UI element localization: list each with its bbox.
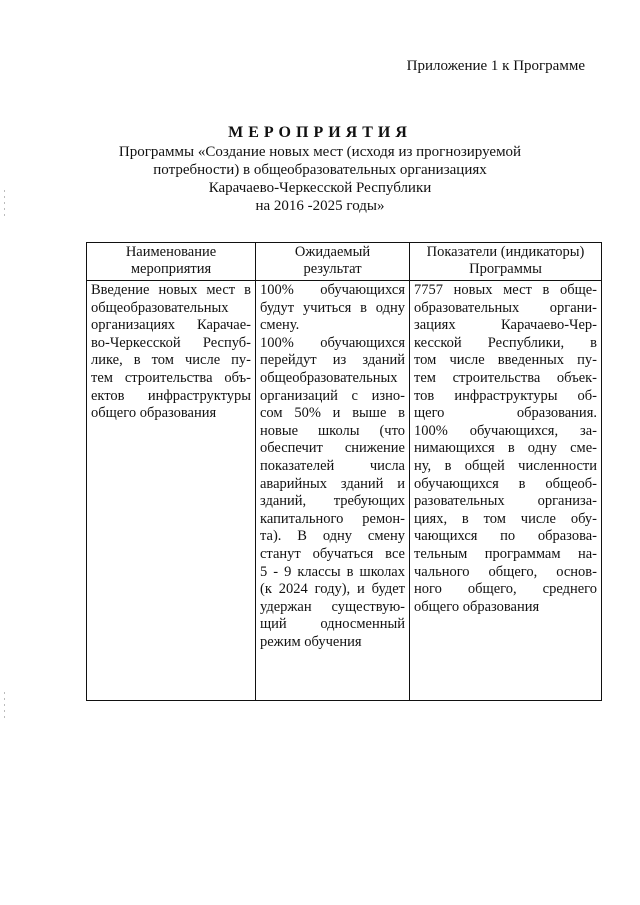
cell-line: 100% обучающихся, за-	[414, 422, 597, 439]
cell-line: общего образования	[414, 598, 540, 615]
cell-line: зданий, требующих	[260, 493, 405, 510]
cell-line: организациях Карачае-	[91, 317, 251, 334]
header-expected-result	[256, 243, 410, 281]
cell-line: ну, в общей численности	[414, 457, 597, 474]
cell-line: щий односменный	[260, 616, 405, 633]
document-subtitle	[0, 143, 640, 215]
header-line: Ожидаемый	[294, 244, 371, 260]
subtitle-line: Карачаево-Черкесской Республики	[208, 180, 432, 196]
cell-line: (к 2024 году), и будет	[260, 581, 405, 598]
cell-line: зациях Карачаево-Чер-	[414, 317, 597, 334]
cell-line: та). В одну смену	[260, 528, 405, 545]
cell-line: показателей числа	[260, 457, 405, 474]
cell-measure-name	[87, 281, 256, 701]
cell-line: разовательных организа-	[414, 493, 597, 510]
header-line: Программы	[469, 261, 542, 277]
table-header-row	[87, 243, 602, 281]
cell-line: тельным программам на-	[414, 545, 597, 562]
cell-line: обеспечит снижение	[260, 440, 405, 457]
subtitle-line: Программы «Создание новых мест (исходя из прогнозируемой	[118, 144, 522, 160]
scan-artifact	[4, 692, 5, 722]
cell-line: 5 - 9 классы в школах	[260, 563, 405, 580]
cell-line: лике, в том числе пу-	[91, 352, 251, 369]
cell-line: капитального ремон-	[260, 510, 405, 527]
cell-line: перейдут из зданий	[260, 352, 405, 369]
cell-line: сом 50% и выше в	[260, 405, 405, 422]
header-measure-name	[87, 243, 256, 281]
cell-line: общего образования	[91, 405, 217, 422]
cell-indicators	[410, 281, 602, 701]
cell-line: 100% обучающихся	[260, 282, 405, 298]
cell-line: образовательных органи-	[414, 299, 597, 316]
cell-line: кесской Республики, в	[414, 334, 597, 351]
document-title: МЕРОПРИЯТИЯ	[228, 124, 412, 141]
cell-line: нимающихся в одну сме-	[414, 440, 597, 457]
cell-line: организаций с изно-	[260, 387, 405, 404]
header-line: Наименование	[125, 244, 217, 260]
cell-line: удержан существую-	[260, 598, 405, 615]
cell-line: Введение новых мест в	[91, 282, 251, 298]
cell-line: тем строительства объек-	[414, 369, 597, 386]
cell-line: щего образования.	[414, 405, 597, 422]
header-line: мероприятия	[130, 261, 212, 277]
cell-line: чального общего, основ-	[414, 563, 597, 580]
cell-line: станут обучаться все	[260, 545, 405, 562]
scan-artifact	[4, 190, 5, 220]
cell-line: ектов инфраструктуры	[91, 387, 251, 404]
header-indicators	[410, 243, 602, 281]
cell-line: общеобразовательных	[91, 299, 229, 316]
cell-line: 7757 новых мест в обще-	[414, 282, 597, 298]
cell-line: чающихся по образова-	[414, 528, 597, 545]
cell-line: смену.	[260, 317, 300, 334]
cell-line: циях, в том числе обу-	[414, 510, 597, 527]
subtitle-line: потребности) в общеобразовательных организациях	[153, 162, 487, 178]
measures-table	[86, 242, 602, 701]
header-line: Показатели (индикаторы)	[426, 244, 585, 260]
cell-line: обучающихся в общеоб-	[414, 475, 597, 492]
appendix-label: Приложение 1 к Программе	[406, 58, 585, 74]
cell-line: аварийных зданий и	[260, 475, 405, 492]
header-line: результат	[303, 261, 362, 277]
cell-line: общеобразовательных	[260, 369, 398, 386]
cell-line: новые школы (что	[260, 422, 405, 439]
cell-line: тов инфраструктуры об-	[414, 387, 597, 404]
cell-line: будут учиться в одну	[260, 299, 405, 316]
subtitle-line: на 2016 -2025 годы»	[255, 198, 385, 214]
cell-line: тем строительства объ-	[91, 369, 251, 386]
cell-line: 100% обучающихся	[260, 334, 405, 351]
cell-line: во-Черкесской Респуб-	[91, 334, 251, 351]
table-row	[87, 281, 602, 701]
cell-line: том числе введенных пу-	[414, 352, 597, 369]
cell-line: режим обучения	[260, 633, 362, 650]
cell-line: ного общего, среднего	[414, 581, 597, 598]
cell-expected-result	[256, 281, 410, 701]
